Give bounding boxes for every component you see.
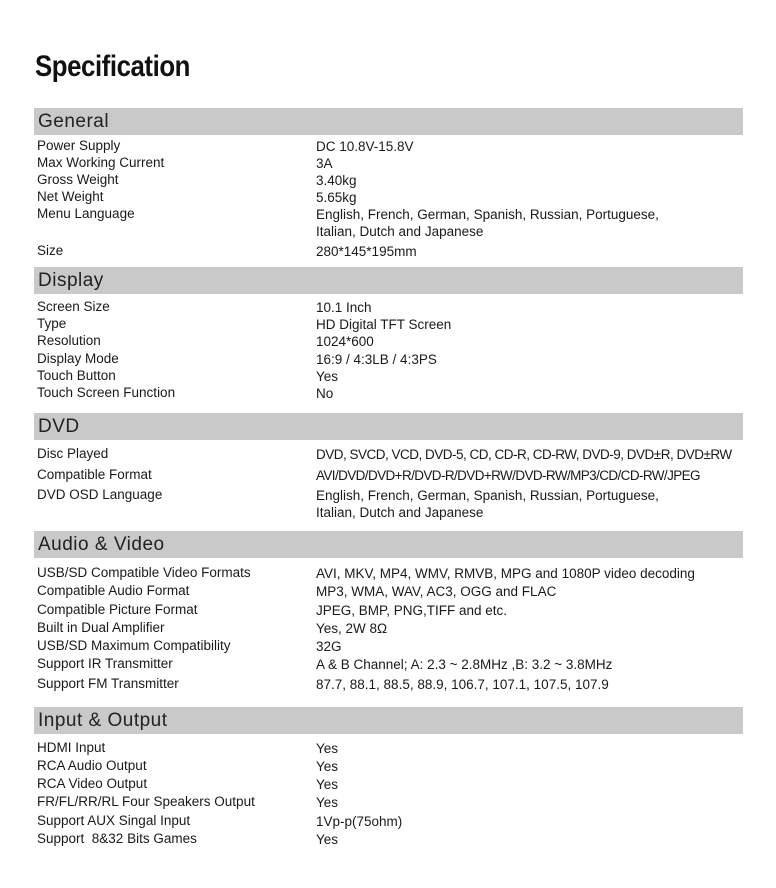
- spec-label: RCA Video Output: [37, 776, 148, 791]
- spec-label: Touch Button: [37, 368, 116, 383]
- spec-label: HDMI Input: [37, 740, 106, 755]
- spec-value: HD Digital TFT Screen: [316, 317, 452, 332]
- spec-value: AVI/DVD/DVD+R/DVD-R/DVD+RW/DVD-RW/MP3/CD/CD-RW/JPEG: [316, 468, 700, 483]
- section-header: General: [34, 108, 743, 135]
- spec-value: 16:9 / 4:3LB / 4:3PS: [316, 352, 437, 367]
- spec-value: Yes: [316, 777, 339, 792]
- spec-value: 87.7, 88.1, 88.5, 88.9, 106.7, 107.1, 107.5, 107.9: [316, 677, 609, 692]
- spec-label: Gross Weight: [37, 172, 119, 187]
- spec-label: Size: [37, 243, 64, 258]
- spec-label: Max Working Current: [37, 155, 165, 170]
- spec-label: Support AUX Singal Input: [37, 813, 191, 828]
- spec-value: MP3, WMA, WAV, AC3, OGG and FLAC: [316, 584, 557, 599]
- page-title: Specification: [35, 50, 190, 83]
- spec-label: Type: [37, 316, 67, 331]
- spec-label: Disc Played: [37, 446, 109, 461]
- spec-value: 10.1 Inch: [316, 300, 372, 315]
- spec-value: Yes, 2W 8Ω: [316, 621, 388, 636]
- spec-value: DC 10.8V-15.8V: [316, 139, 414, 154]
- section-dvd: [34, 413, 743, 520]
- section-header: Display: [34, 267, 743, 294]
- spec-label: Support IR Transmitter: [37, 656, 173, 671]
- spec-value: 3A: [316, 156, 333, 171]
- spec-label: Display Mode: [37, 351, 119, 366]
- section-header: Audio & Video: [34, 531, 743, 558]
- spec-value: 3.40kg: [316, 173, 357, 188]
- section-general: [34, 108, 743, 259]
- spec-label: Menu Language: [37, 206, 135, 221]
- spec-label: Built in Dual Amplifier: [37, 620, 165, 635]
- spec-label: Touch Screen Function: [37, 385, 176, 400]
- spec-value: 5.65kg: [316, 190, 357, 205]
- spec-value: AVI, MKV, MP4, WMV, RMVB, MPG and 1080P video decoding: [316, 566, 695, 581]
- spec-label: Compatible Picture Format: [37, 602, 198, 617]
- spec-label: DVD OSD Language: [37, 487, 163, 502]
- spec-value: 280*145*195mm: [316, 244, 417, 259]
- spec-value: English, French, German, Spanish, Russian, Portuguese,: [316, 207, 659, 222]
- spec-value: Italian, Dutch and Japanese: [316, 224, 484, 239]
- spec-label: USB/SD Maximum Compatibility: [37, 638, 231, 653]
- spec-value: Italian, Dutch and Japanese: [316, 505, 484, 520]
- section-audio-video: [34, 531, 743, 692]
- spec-value: Yes: [316, 369, 339, 384]
- spec-label: Compatible Audio Format: [37, 583, 190, 598]
- spec-label: Power Supply: [37, 138, 121, 153]
- spec-value: No: [316, 386, 334, 401]
- spec-label: FR/FL/RR/RL Four Speakers Output: [37, 794, 255, 809]
- spec-value: 32G: [316, 639, 342, 654]
- spec-value: English, French, German, Spanish, Russian, Portuguese,: [316, 488, 659, 503]
- spec-value: DVD, SVCD, VCD, DVD-5, CD, CD-R, CD-RW, DVD-9, DVD±R, DVD±RW: [316, 447, 732, 462]
- spec-value: 1024*600: [316, 334, 374, 349]
- spec-label: Support 8&32 Bits Games: [37, 831, 197, 846]
- section-display: [34, 267, 743, 401]
- section-input-output: [34, 707, 743, 847]
- spec-label: Net Weight: [37, 189, 104, 204]
- spec-label: Compatible Format: [37, 467, 152, 482]
- spec-label: USB/SD Compatible Video Formats: [37, 565, 251, 580]
- spec-value: Yes: [316, 832, 339, 847]
- spec-label: Support FM Transmitter: [37, 676, 179, 691]
- spec-value: Yes: [316, 795, 339, 810]
- section-header: DVD: [34, 413, 743, 440]
- spec-value: Yes: [316, 759, 339, 774]
- spec-value: Yes: [316, 741, 339, 756]
- spec-value: JPEG, BMP, PNG,TIFF and etc.: [316, 603, 508, 618]
- spec-label: Resolution: [37, 333, 101, 348]
- spec-value: A & B Channel; A: 2.3 ~ 2.8MHz ,B: 3.2 ~ 3.8MHz: [316, 657, 613, 672]
- spec-label: Screen Size: [37, 299, 110, 314]
- spec-value: 1Vp-p(75ohm): [316, 814, 403, 829]
- section-header: Input & Output: [34, 707, 743, 734]
- spec-label: RCA Audio Output: [37, 758, 147, 773]
